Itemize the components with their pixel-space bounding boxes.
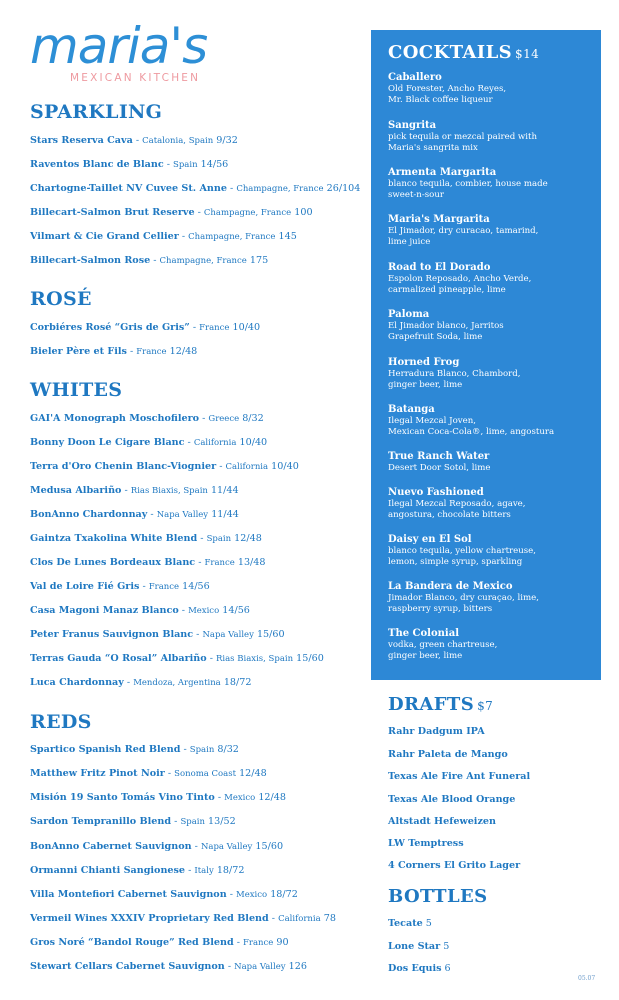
cocktail-item: The Colonial vodka, green chartreuse, ginger beer, lime xyxy=(388,628,498,661)
wine-item: Chartogne-Taillet NV Cuvee St. Anne - Champagne, France 26/104 xyxy=(30,183,361,194)
wine-item: GAI'A Monograph Moschofilero - Greece 8/32 xyxy=(30,413,264,424)
cocktails-title: COCKTAILS $14 xyxy=(388,42,540,63)
bottle-item: Dos Equis 6 xyxy=(388,963,451,974)
draft-item: Rahr Paleta de Mango xyxy=(388,749,508,760)
cocktail-item: Batanga Ilegal Mezcal Joven, Mexican Coca-Cola®, lime, angostura xyxy=(388,404,555,437)
wine-item: Val de Loire Fié Gris - France 14/56 xyxy=(30,581,210,592)
wine-item: BonAnno Cabernet Sauvignon - Napa Valley 15/60 xyxy=(30,841,284,852)
wine-item: Stars Reserva Cava - Catalonia, Spain 9/32 xyxy=(30,135,238,146)
cocktail-item: Horned Frog Herradura Blanco, Chambord, ginger beer, lime xyxy=(388,357,521,390)
footer-code: 05.07 xyxy=(578,975,596,982)
bottle-item: Tecate 5 xyxy=(388,918,432,929)
logo-subtitle: MEXICAN KITCHEN xyxy=(70,72,201,84)
cocktail-item: Maria's Margarita El Jimador, dry curacao, tamarind, lime juice xyxy=(388,214,539,247)
draft-item: Rahr Dadgum IPA xyxy=(388,726,485,737)
cocktail-item: Daisy en El Sol blanco tequila, yellow chartreuse, lemon, simple syrup, sparkling xyxy=(388,534,536,567)
wine-item: Villa Montefiori Cabernet Sauvignon - Mexico 18/72 xyxy=(30,889,298,900)
section-title-sparkling: SPARKLING xyxy=(30,101,163,123)
cocktail-item: Paloma El Jimador blanco, Jarritos Grapefruit Soda, lime xyxy=(388,309,504,342)
cocktail-item: True Ranch Water Desert Door Sotol, lime xyxy=(388,451,491,473)
draft-item: Altstadt Hefeweizen xyxy=(388,816,496,827)
wine-item: Billecart-Salmon Rose - Champagne, France 175 xyxy=(30,255,269,266)
bottles-title: BOTTLES xyxy=(388,886,488,907)
wine-item: Bieler Père et Fils - France 12/48 xyxy=(30,346,198,357)
wine-item: Vilmart & Cie Grand Cellier - Champagne, France 145 xyxy=(30,231,297,242)
cocktail-item: Caballero Old Forester, Ancho Reyes, Mr. Black coffee liqueur xyxy=(388,72,507,105)
wine-item: BonAnno Chardonnay - Napa Valley 11/44 xyxy=(30,509,239,520)
logo-script-text: maria's xyxy=(30,17,208,75)
wine-item: Terras Gauda “O Rosal” Albariño - Rias Biaxis, Spain 15/60 xyxy=(30,653,324,664)
wine-item: Terra d'Oro Chenin Blanc-Viognier - California 10/40 xyxy=(30,461,299,472)
wine-item: Medusa Albariño - Rias Biaxis, Spain 11/44 xyxy=(30,485,239,496)
wine-item: Casa Magoni Manaz Blanco - Mexico 14/56 xyxy=(30,605,250,616)
wine-item: Ormanni Chianti Sangionese - Italy 18/72 xyxy=(30,865,245,876)
bottle-item: Lone Star 5 xyxy=(388,941,450,952)
wine-item: Corbiéres Rosé “Gris de Gris” - France 10/40 xyxy=(30,322,261,333)
wine-item: Gaintza Txakolina White Blend - Spain 12/48 xyxy=(30,533,262,544)
wine-item: Luca Chardonnay - Mendoza, Argentina 18/72 xyxy=(30,677,252,688)
cocktail-item: Nuevo Fashioned Ilegal Mezcal Reposado, agave, angostura, chocolate bitters xyxy=(388,487,526,520)
section-title-rose: ROSÉ xyxy=(30,288,92,310)
draft-item: Texas Ale Blood Orange xyxy=(388,794,516,805)
wine-item: Raventos Blanc de Blanc - Spain 14/56 xyxy=(30,159,229,170)
wine-item: Gros Noré “Bandol Rouge” Red Blend - France 90 xyxy=(30,937,289,948)
cocktails-price: $14 xyxy=(515,47,540,61)
wine-item: Vermeil Wines XXXIV Proprietary Red Blend - California 78 xyxy=(30,913,336,924)
section-title-reds: REDS xyxy=(30,711,92,733)
drafts-title: DRAFTS $7 xyxy=(388,694,494,715)
wine-item: Sardon Tempranillo Blend - Spain 13/52 xyxy=(30,816,236,827)
cocktail-item: Road to El Dorado Espolon Reposado, Ancho Verde, carmalized pineapple, lime xyxy=(388,262,532,295)
draft-item: 4 Corners El Grito Lager xyxy=(388,860,521,871)
cocktail-item: La Bandera de Mexico Jimador Blanco, dry curaçao, lime, raspberry syrup, bitters xyxy=(388,581,539,614)
wine-item: Peter Franus Sauvignon Blanc - Napa Valley 15/60 xyxy=(30,629,285,640)
wine-item: Misión 19 Santo Tomás Vino Tinto - Mexico 12/48 xyxy=(30,792,286,803)
drafts-price: $7 xyxy=(477,699,494,713)
wine-item: Matthew Fritz Pinot Noir - Sonoma Coast 12/48 xyxy=(30,768,267,779)
wine-item: Billecart-Salmon Brut Reserve - Champagne, France 100 xyxy=(30,207,313,218)
draft-item: LW Temptress xyxy=(388,838,464,849)
section-title-whites: WHITES xyxy=(30,379,123,401)
wine-item: Spartico Spanish Red Blend - Spain 8/32 xyxy=(30,744,239,755)
cocktail-item: Sangrita pick tequila or mezcal paired with Maria's sangrita mix xyxy=(388,120,538,153)
wine-item: Bonny Doon Le Cigare Blanc - California 10/40 xyxy=(30,437,268,448)
cocktail-item: Armenta Margarita blanco tequila, combier, house made sweet-n-sour xyxy=(388,167,548,200)
wine-item: Clos De Lunes Bordeaux Blanc - France 13/48 xyxy=(30,557,266,568)
draft-item: Texas Ale Fire Ant Funeral xyxy=(388,771,531,782)
wine-item: Stewart Cellars Cabernet Sauvignon - Napa Valley 126 xyxy=(30,961,307,972)
restaurant-logo xyxy=(30,17,270,88)
cocktails-panel xyxy=(371,30,601,680)
